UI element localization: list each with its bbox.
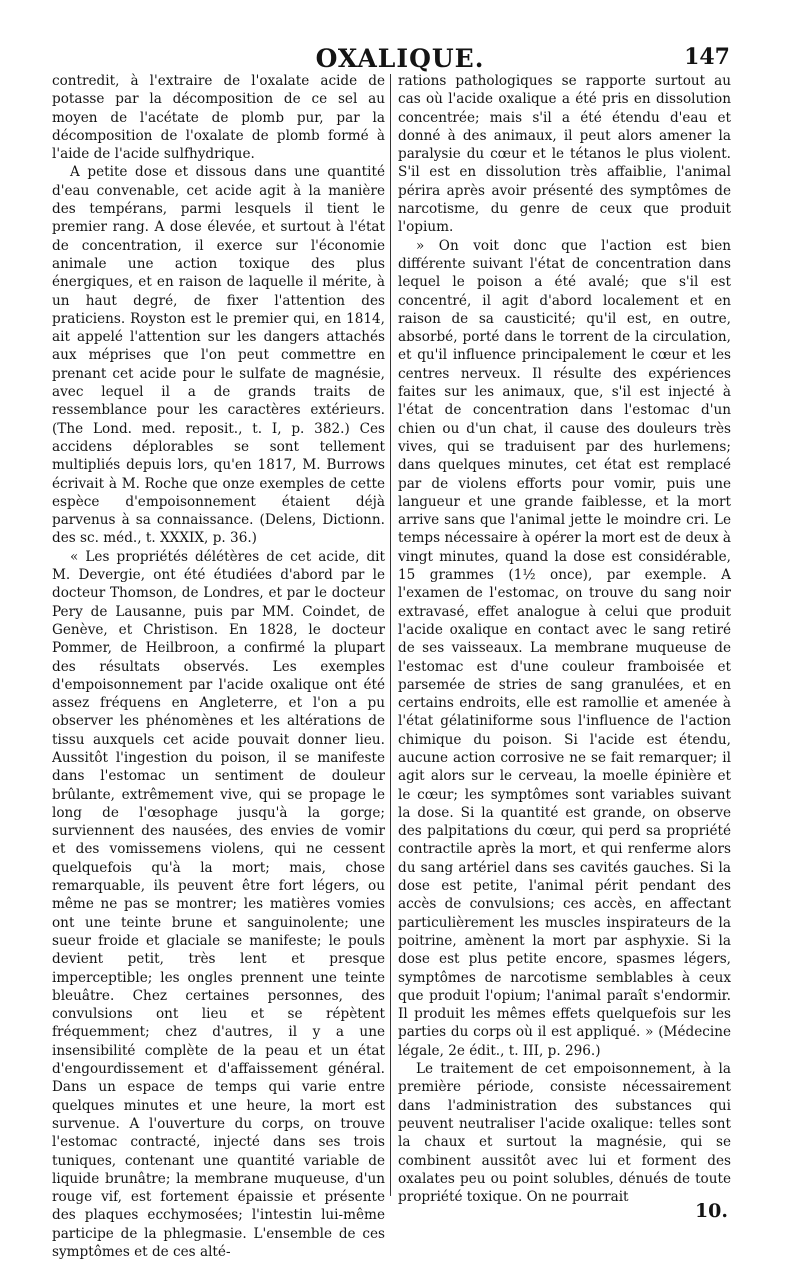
paragraph: A petite dose et dissous dans une quantité d'eau convenable, cet acide agit à la manière des tempérans, parmi lesquels il tient le premier rang. A dose élevée, et surtout à l'état de concentration, il exerce sur l'économie animale une action toxique des plus énergiques, et en raison de laquelle il mérite, à un haut degré, de fixer l'attention des praticiens. Royston est le premier qui, en 1814, ait appelé l'attention sur les dangers attachés aux méprises que l'on peut commettre en prenant cet acide pour le sulfate de magnésie, avec lequel il a de grands traits de ressemblance pour les caractères extérieurs. (The Lond. med. reposit., t. I, p. 382.) Ces accidens déplorables se sont tellement multipliés depuis lors, qu'en 1817, M. Burrows écrivait à M. Roche que onze exemples de cette espèce d'empoisonnement étaient déjà parvenus à sa connaissance. (Delens, Dictionn. des sc. méd., t. XXXIX, p. 36.) bbox=[52, 164, 385, 547]
right-column bbox=[398, 72, 731, 1204]
paragraph: contredit, à l'extraire de l'oxalate acide de potasse par la décomposition de ce sel au moyen de l'acétate de plomb pur, par la décomposition de l'oxalate de plomb formé à l'aide de l'acide sulfhydrique. bbox=[52, 73, 385, 163]
column-divider bbox=[390, 74, 391, 1196]
page-number: 147 bbox=[684, 44, 730, 70]
running-title: OXALIQUE. bbox=[315, 44, 485, 73]
paragraph: Le traitement de cet empoisonnement, à la première période, consiste nécessairement dans l'administration des substances qui peuvent neutraliser l'acide oxalique: telles sont la chaux et surtout la magnésie, qui se combinent aussitôt avec lui et forment des oxalates peu ou point solubles, dénués de toute propriété toxique. On ne pourrait bbox=[398, 1061, 731, 1206]
paragraph: « Les propriétés délétères de cet acide, dit M. Devergie, ont été étudiées d'abord par le docteur Thomson, de Londres, et par le docteur Pery de Lausanne, puis par MM. Coindet, de Genève, et Christison. En 1828, le docteur Pommer, de Heilbroon, a confirmé la plupart des résultats observés. Les exemples d'empoisonnement par l'acide oxalique ont été assez fréquens en Angleterre, et l'on a pu observer les phénomènes et les altérations de tissu auxquels cet acide pouvait donner lieu. Aussitôt l'ingestion du poison, il se manifeste dans l'estomac un sentiment de douleur brûlante, extrêmement vive, qui se propage le long de l'œsophage jusqu'à la gorge; surviennent des nausées, des envies de vomir et des vomissemens violens, qui ne cessent quelquefois qu'à la mort; mais, chose remarquable, ils peuvent être fort légers, ou même ne pas se montrer; les matières vomies ont une teinte brune et sanguinolente; une sueur froide et glaciale se manifeste; le pouls devient petit, très lent et presque imperceptible; les ongles prennent une teinte bleuâtre. Chez certaines personnes, des convulsions ont lieu et se répètent fréquemment; chez d'autres, il y a une insensibilité complète de la peau et un état d'engourdissement et d'affaissement général. Dans un espace de temps qui varie entre quelques minutes et une heure, la mort est survenue. A l'ouverture du corps, on trouve l'estomac contracté, injecté dans ses trois tuniques, contenant une quantité variable de liquide brunâtre; la membrane muqueuse, d'un rouge vif, est fortement épaissie et présente des plaques ecchymosées; l'intestin lui-même participe de la phlegmasie. L'ensemble de ces symptômes et de ces alté- bbox=[52, 548, 385, 1260]
paragraph: » On voit donc que l'action est bien différente suivant l'état de concentration dans lequel le poison a été avalé; que s'il est concentré, il agit d'abord localement et en raison de sa causticité; qu'il est, en outre, absorbé, porté dans le torrent de la circulation, et qu'il influence principalement le cœur et les centres nerveux. Il résulte des expériences faites sur les animaux, que, s'il est injecté à l'état de concentration dans l'estomac d'un chien ou d'un chat, il cause des douleurs très vives, qui se traduisent par des hurlemens; dans quelques minutes, cet état est remplacé par de violens efforts pour vomir, puis une langueur et une grande faiblesse, et la mort arrive sans que l'animal jette le moindre cri. Le temps nécessaire à opérer la mort est de deux à vingt minutes, quand la dose est considérable, 15 grammes (1½ once), par exemple. A l'examen de l'estomac, on trouve du sang noir extravasé, effet analogue à celui que produit l'acide oxalique en contact avec le sang retiré de ses vaisseaux. La membrane muqueuse de l'estomac est d'une couleur framboisée et parsemée de stries de sang granulées, et en certains endroits, elle est ramollie et amenée à l'état gélatiniforme sous l'influence de l'action chimique du poison. Si l'acide est étendu, aucune action corrosive ne se fait remarquer; il agit alors sur le cerveau, la moelle épinière et le cœur; les symptômes sont variables suivant la dose. Si la quantité est grande, on observe des palpitations du cœur, qui perd sa propriété contractile après la mort, et qui renferme alors du sang artériel dans ses cavités gauches. Si la dose est petite, l'animal périt pendant des accès de convulsions; ces accès, en affectant particulièrement les muscles inspirateurs de la poitrine, amènent la mort par asphyxie. Si la dose est plus petite encore, spasmes légers, symptômes de narcotisme semblables à ceux que produit l'opium; l'animal paraît s'endormir. Il produit les mêmes effets quelquefois sur les parties du corps où il est appliqué. » (Médecine légale, 2e édit., t. III, p. 296.) bbox=[398, 237, 731, 1059]
paragraph: rations pathologiques se rapporte surtout au cas où l'acide oxalique a été pris en dissolution concentrée; mais s'il a été étendu d'eau et donné à des animaux, il peut alors amener la paralysie du cœur et le tétanos le plus violent. S'il est en dissolution très affaiblie, l'animal périra après avoir présenté des symptômes de narcotisme, du genre de ceux que produit l'opium. bbox=[398, 73, 731, 236]
signature-mark: 10. bbox=[694, 1200, 728, 1222]
left-column bbox=[52, 72, 385, 1260]
